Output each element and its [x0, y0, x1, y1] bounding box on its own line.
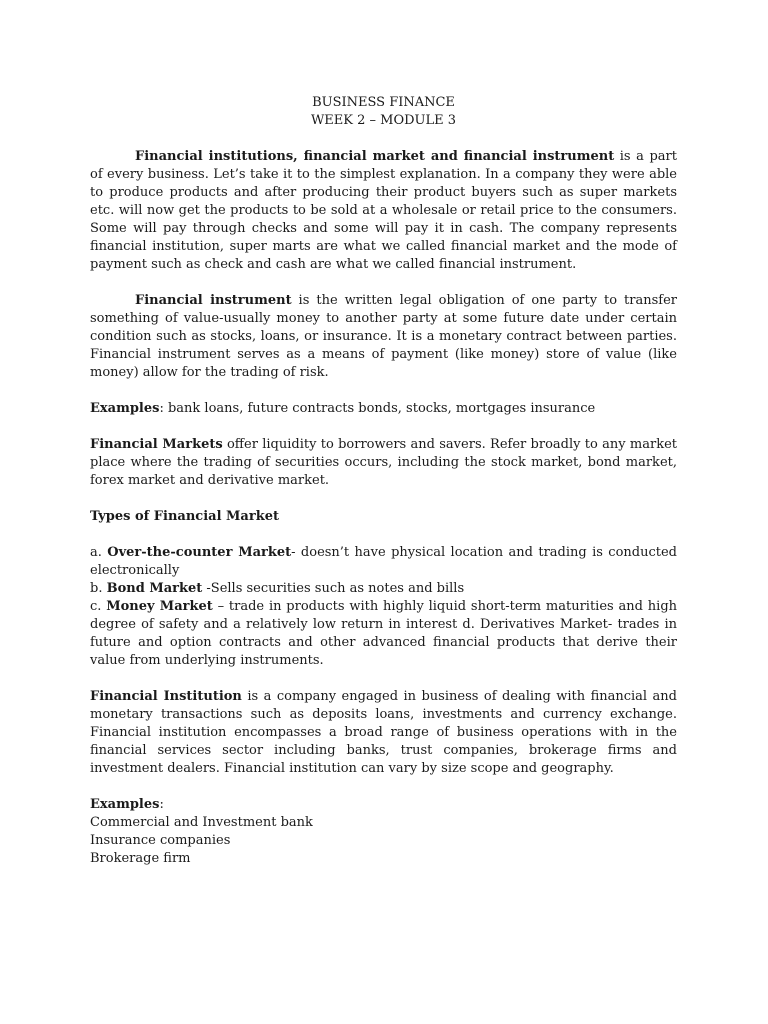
type-b-prefix: b.: [90, 581, 107, 596]
types-heading: [90, 508, 677, 526]
instrument-text: is the written legal obligation of one party to transfer something of value-usually money to another party at some future date under certain condition such as stocks, loans, or insurance. It is a monetary contract between parties. Financial instrument serves as a means of payment (like money) store of value (like money) allow for the trading of risk.: [90, 293, 678, 380]
instrument-paragraph: [90, 292, 677, 382]
document-header: [90, 94, 677, 130]
markets-text: offer liquidity to borrowers and savers. Refer broadly to any market place where the trading of securities occurs, including the stock market, bond market, forex market and derivative market.: [90, 437, 677, 488]
type-a-item: [90, 544, 677, 580]
example-item-1: Commercial and Investment bank: [90, 815, 313, 830]
institution-term: Financial Institution: [90, 689, 242, 704]
type-b-term: Bond Market: [106, 581, 203, 596]
examples-instrument-paragraph: [90, 400, 677, 418]
example-item-3: Brokerage firm: [90, 851, 191, 866]
type-a-text: - doesn’t have physical location and trading is conducted electronically: [90, 545, 678, 578]
type-c-item: [90, 598, 677, 670]
example-item-2: Insurance companies: [90, 833, 231, 848]
examples-label-2: Examples: [90, 797, 160, 812]
document-subtitle: WEEK 2 – MODULE 3: [310, 113, 457, 128]
examples-colon: :: [159, 797, 164, 812]
instrument-term: Financial instrument: [135, 293, 292, 308]
type-c-term: Money Market: [106, 599, 213, 614]
document-page: [90, 94, 677, 868]
intro-text: is a part of every business. Let’s take it to the simplest explanation. In a company they were able to produce products and after producing their product buyers such as super markets etc. will now get the products to be sold at a wholesale or retail price to the consumers. Some will pay through checks and some will pay it in cash. The company represents financial institution, super marts are what we called financial market and the mode of payment such as check and cash are what we called financial instrument.: [90, 149, 677, 272]
intro-paragraph: [90, 148, 677, 274]
institution-paragraph: [90, 688, 677, 778]
document-title: BUSINESS FINANCE: [312, 95, 455, 110]
type-c-text: – trade in products with highly liquid short-term maturities and high degree of safety and a relatively low return in interest d. Derivatives Market- trades in future and option contracts and other advanced financial products that derive their value from underlying instruments.: [90, 599, 678, 668]
type-b-text: -Sells securities such as notes and bills: [202, 581, 465, 596]
type-a-prefix: a.: [90, 545, 108, 560]
institution-text: is a company engaged in business of dealing with financial and monetary transactions such as deposits loans, investments and currency exchange. Financial institution encompasses a broad range of business operations with in the financial services sector including banks, trust companies, brokerage firms and investment dealers. Financial institution can vary by size scope and geography.: [90, 689, 677, 776]
type-a-term: Over-the-counter Market: [107, 545, 292, 560]
examples-label: Examples: [90, 401, 160, 416]
type-b-item: [90, 580, 677, 598]
intro-term: Financial institutions, financial market and financial instrument: [135, 149, 615, 164]
examples-text: : bank loans, future contracts bonds, stocks, mortgages insurance: [159, 401, 596, 416]
type-c-prefix: c.: [90, 599, 107, 614]
markets-term: Financial Markets: [90, 437, 223, 452]
examples-institution-heading: [90, 796, 677, 814]
types-heading-text: Types of Financial Market: [90, 509, 279, 524]
markets-paragraph: [90, 436, 677, 490]
